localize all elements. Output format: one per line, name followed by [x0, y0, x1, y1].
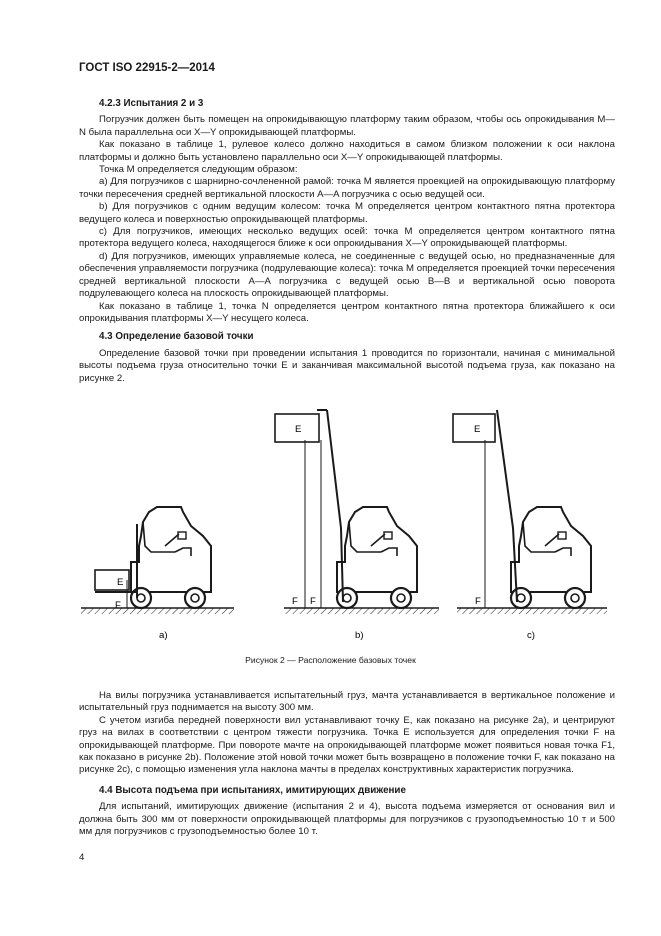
paragraph: Определение базовой точки при проведении испытания 1 проводится по горизонтали, начиная с минимальной высоты подъема груза относительно точки E и заканчивая максимальной высотой подъема груза, как показано на рисунке 2.: [79, 347, 615, 384]
forklift-b: [275, 410, 417, 608]
section-heading: 4.4 Высота подъема при испытаниях, имитирующих движение: [99, 784, 406, 796]
section-heading: 4.2.3 Испытания 2 и 3: [99, 98, 204, 109]
list-item: d) Для погрузчиков, имеющих управляемые колеса, не соединенные с ведущей осью, но предназначенные для обеспечения управляемости погрузчика (подрулевающие колеса): точка M определяется проекцией точки пересечения средней вертикальной плоскости A—A погрузчика с ведущей осью B—B и вертикальной осью поворота подрулевающего колеса на плоскость опрокидывающей платформы.: [79, 250, 615, 300]
point-label-f1-b: F: [310, 596, 316, 607]
subfigure-label-b: b): [355, 630, 364, 641]
document-header: ГОСТ ISO 22915-2—2014: [79, 62, 215, 74]
forklift-c: [453, 410, 591, 608]
ground-hatch-a: [81, 608, 234, 614]
point-label-e-b: E: [295, 424, 302, 435]
text-after-figure: [79, 690, 615, 838]
page-number: 4: [79, 852, 85, 863]
point-label-f-a: F: [115, 600, 121, 611]
paragraph: Погрузчик должен быть помещен на опрокидывающую платформу таким образом, чтобы ось опрокидывания M—N была параллельна оси X—Y опрокидывающей платформы.: [79, 114, 615, 138]
list-item: b) Для погрузчиков с одним ведущим колесом: точка M определяется центром контактного пятна протектора ведущего колеса и поверхностью опрокидывающей платформы.: [79, 201, 615, 225]
paragraph: Как показано в таблице 1, рулевое колесо должно находиться в самом близком положении к оси наклона платформы и должно быть установлено параллельно оси X—Y опрокидывающей платформы.: [79, 139, 615, 163]
forklift-a: [95, 507, 211, 608]
section-heading: 4.3 Определение базовой точки: [99, 331, 254, 343]
paragraph: Точка M определяется следующим образом:: [99, 164, 298, 176]
figure-caption: Рисунок 2 — Расположение базовых точек: [245, 655, 416, 665]
subfigure-label-c: c): [527, 630, 535, 641]
ground-hatch-b: [284, 608, 439, 614]
figure-2-forklifts: [79, 396, 609, 646]
subfigure-label-a: a): [159, 630, 168, 641]
section-4-2-3: [79, 98, 615, 385]
point-label-e-a: E: [117, 577, 124, 588]
point-label-f-b: F: [292, 596, 298, 607]
ground-hatch-c: [457, 608, 607, 614]
paragraph: С учетом изгиба передней поверхности вил устанавливают точку E, как показано на рисунке 2a), и центрируют груз на вилах в соответствии с центром тяжести погрузчика. Точка E используется для определения точки F на опрокидывающей платформе. При повороте мачте на опрокидывающей платформе может появиться новая точка F1, как показано в рисунке 2b). Положение этой новой точки может быть возвращено в положение точки F, как показано на рисунке 2c), с помощью изменения угла наклона мачты в пределах конструктивных характеристик погрузчика.: [79, 714, 615, 776]
list-item: a) Для погрузчиков с шарнирно-сочлененной рамой: точка M является проекцией на опрокидывающую платформу точки пересечения средней вертикальной плоскости A—A погрузчика с осью ведущей оси.: [79, 176, 615, 200]
paragraph: На вилы погрузчика устанавливается испытательный груз, мачта устанавливается в вертикальное положение и испытательный груз поднимается на высоту 300 мм.: [79, 690, 615, 714]
point-label-e-c: E: [474, 424, 481, 435]
point-label-f-c: F: [475, 596, 481, 607]
list-item: c) Для погрузчиков, имеющих несколько ведущих осей: точка M определяется центром контактного пятна протектора ведущего колеса, находящегося ближе к оси опрокидывания X—Y опрокидывающей платформы.: [79, 226, 615, 250]
paragraph: Для испытаний, имитирующих движение (испытания 2 и 4), высота подъема измеряется от основания вил и должна быть 300 мм от поверхности опрокидывающей платформы для погрузчиков с грузоподъемностью 10 т и 500 мм для погрузчиков с грузоподъемностью более 10 т.: [79, 801, 615, 838]
paragraph: Как показано в таблице 1, точка N определяется центром контактного пятна протектора ближайшего к оси опрокидывания платформы X—Y несущего колеса.: [79, 300, 615, 324]
